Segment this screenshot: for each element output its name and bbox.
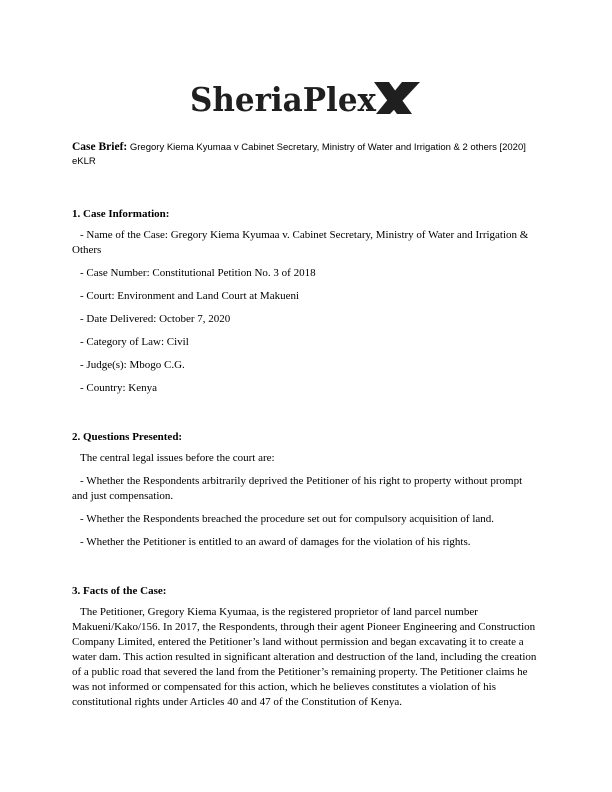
case-brief-title: Gregory Kiema Kyumaa v Cabinet Secretary, Ministry of Water and Irrigation & 2 others [2020] eKLR (72, 142, 526, 167)
list-item: - Whether the Respondents arbitrarily deprived the Petitioner of his right to property without prompt and just compensation. (72, 475, 523, 502)
list-item: - Case Number: Constitutional Petition No. 3 of 2018 (80, 267, 316, 279)
x-mark-icon (374, 82, 420, 114)
case-brief (72, 140, 540, 169)
list-item: - Whether the Respondents breached the procedure set out for compulsory acquisition of land. (80, 513, 495, 525)
list-item: - Judge(s): Mbogo C.G. (80, 359, 185, 371)
facts-paragraph: The Petitioner, Gregory Kiema Kyumaa, is the registered proprietor of land parcel number Makueni/Kako/156. In 2017, the Respondents, through their agent Pioneer Engineering and Construction Company Limited, entered the Petitioner’s land without permission and began excavating it to create a water dam. This action resulted in significant alteration and destruction of the land, including the creation of a public road that severed the land from the Petitioner’s remaining property. The Petitioner claims he was not informed or compensated for this action, which he believes constitutes a violation of his constitutional rights under Articles 40 and 47 of the Constitution of Kenya. (72, 606, 537, 708)
list-item: - Category of Law: Civil (80, 336, 189, 348)
case-brief-label: Case Brief: (72, 141, 128, 153)
questions-heading: 2. Questions Presented: (72, 431, 183, 443)
list-item: - Name of the Case: Gregory Kiema Kyumaa v. Cabinet Secretary, Ministry of Water and Irrigation & Others (72, 229, 529, 256)
list-item: - Court: Environment and Land Court at Makueni (80, 290, 300, 302)
list-item: - Whether the Petitioner is entitled to an award of damages for the violation of his rights. (80, 536, 471, 548)
questions-section (72, 430, 540, 550)
facts-section (72, 584, 540, 710)
logo-text: SheriaPlex (190, 80, 377, 119)
list-item: - Country: Kenya (80, 382, 157, 394)
logo (0, 74, 612, 122)
questions-intro: The central legal issues before the court are: (80, 452, 275, 464)
case-information-section (72, 207, 540, 396)
case-information-heading: 1. Case Information: (72, 208, 170, 220)
sheriaplex-logo (176, 74, 436, 122)
document-body (72, 140, 540, 710)
facts-heading: 3. Facts of the Case: (72, 585, 167, 597)
list-item: - Date Delivered: October 7, 2020 (80, 313, 231, 325)
